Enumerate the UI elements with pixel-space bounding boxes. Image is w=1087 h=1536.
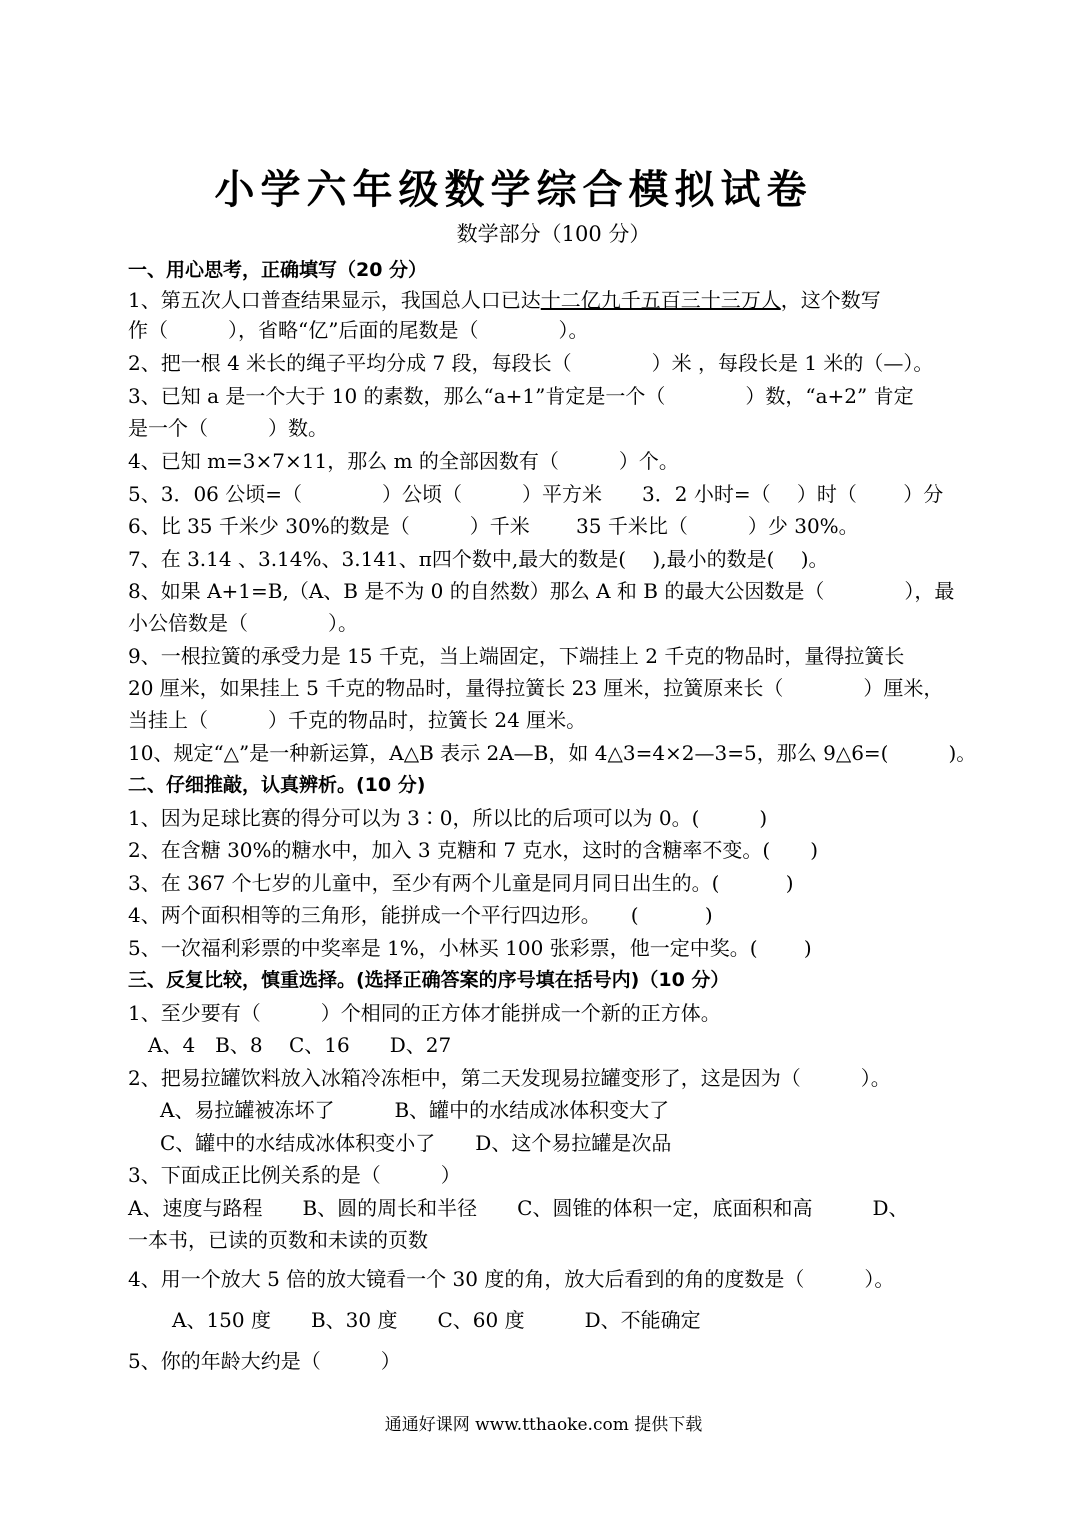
exam-title: 小学六年级数学综合模拟试卷 bbox=[214, 166, 813, 213]
question-line: 4、两个面积相等的三角形，能拼成一个平行四边形。 ( ) bbox=[128, 903, 713, 927]
question-line: 8、如果 A+1=B,（A、B 是不为 0 的自然数）那么 A 和 B 的最大公因数是（ ），最 bbox=[128, 579, 955, 603]
question-line: A、150 度 B、30 度 C、60 度 D、不能确定 bbox=[172, 1308, 701, 1332]
question-line: 5、你的年龄大约是（ ） bbox=[128, 1349, 401, 1373]
question-line: 2、把一根 4 米长的绳子平均分成 7 段，每段长（ ）米 ，每段长是 1 米的（—）。 bbox=[128, 351, 934, 375]
question-text: ，这个数写 bbox=[780, 288, 881, 312]
question-line: 6、比 35 千米少 30%的数是（ ）千米 35 千米比（ ）少 30%。 bbox=[128, 514, 859, 538]
question-line: 1、因为足球比赛的得分可以为 3∶0，所以比的后项可以为 0。( ) bbox=[128, 806, 768, 830]
question-line: A、速度与路程 B、圆的周长和半径 C、圆锥的体积一定，底面积和高 D、 bbox=[128, 1196, 909, 1220]
question-line: 作（ ），省略“亿”后面的尾数是（ ）。 bbox=[128, 318, 589, 342]
question-line: 4、用一个放大 5 倍的放大镜看一个 30 度的角，放大后看到的角的度数是（ ）。 bbox=[128, 1267, 895, 1291]
question-line: 5、3．06 公顷=（ ）公顷（ ）平方米 3．2 小时=（ ）时（ ）分 bbox=[128, 482, 944, 506]
question-line bbox=[128, 286, 968, 314]
question-text: 1、第五次人口普查结果显示，我国总人口已达 bbox=[128, 288, 541, 312]
question-line: 9、一根拉簧的承受力是 15 千克，当上端固定，下端挂上 2 千克的物品时，量得拉簧长 bbox=[128, 644, 905, 668]
question-line: C、罐中的水结成冰体积变小了 D、这个易拉罐是次品 bbox=[160, 1131, 672, 1155]
question-line: 是一个（ ）数。 bbox=[128, 416, 328, 440]
footer-download-note: 通通好课网 www.tthaoke.com 提供下载 bbox=[384, 1415, 703, 1435]
question-line: 1、至少要有（ ）个相同的正方体才能拼成一个新的正方体。 bbox=[128, 1001, 721, 1025]
section-heading: 三、反复比较，慎重选择。(选择正确答案的序号填在括号内)（10 分） bbox=[128, 969, 730, 991]
question-line: 3、下面成正比例关系的是（ ） bbox=[128, 1163, 461, 1187]
question-line: A、易拉罐被冻坏了 B、罐中的水结成冰体积变大了 bbox=[160, 1098, 670, 1122]
exam-subtitle: 数学部分（100 分） bbox=[456, 222, 651, 246]
question-line: 7、在 3.14 、3.14%、3.141、π四个数中,最大的数是( ),最小的数是( )。 bbox=[128, 547, 829, 571]
question-line: 3、在 367 个七岁的儿童中，至少有两个儿童是同月同日出生的。( ) bbox=[128, 871, 794, 895]
underlined-number-text: 十二亿九千五百三十三万人 bbox=[540, 288, 781, 312]
section-heading: 二、仔细推敲，认真辨析。(10 分) bbox=[128, 774, 426, 796]
question-line: 4、已知 m=3×7×11，那么 m 的全部因数有（ ）个。 bbox=[128, 449, 679, 473]
question-line: 5、一次福利彩票的中奖率是 1%，小林买 100 张彩票，他一定中奖。( ) bbox=[128, 936, 812, 960]
question-line: 当挂上（ ）千克的物品时，拉簧长 24 厘米。 bbox=[128, 708, 587, 732]
question-line: A、4 B、8 C、16 D、27 bbox=[148, 1033, 452, 1057]
question-line: 3、已知 a 是一个大于 10 的素数，那么“a+1”肯定是一个（ ）数，“a+2” 肯定 bbox=[128, 384, 914, 408]
question-line: 20 厘米，如果挂上 5 千克的物品时，量得拉簧长 23 厘米，拉簧原来长（ ）厘米， bbox=[128, 676, 944, 700]
question-line: 10、规定“△”是一种新运算，A△B 表示 2A—B，如 4△3=4×2—3=5，那么 9△6=( )。 bbox=[128, 741, 977, 765]
question-line: 2、把易拉罐饮料放入冰箱冷冻柜中，第二天发现易拉罐变形了，这是因为（ ）。 bbox=[128, 1066, 891, 1090]
section-heading: 一、用心思考，正确填写（20 分） bbox=[128, 259, 428, 281]
question-line: 一本书，已读的页数和未读的页数 bbox=[128, 1228, 428, 1252]
question-line: 小公倍数是（ ）。 bbox=[128, 611, 358, 635]
question-line: 2、在含糖 30%的糖水中，加入 3 克糖和 7 克水，这时的含糖率不变。( ) bbox=[128, 838, 819, 862]
